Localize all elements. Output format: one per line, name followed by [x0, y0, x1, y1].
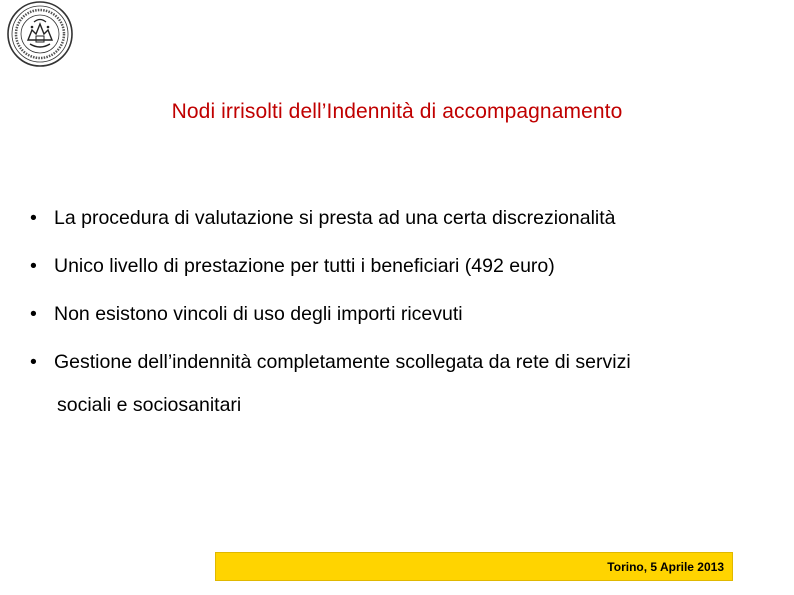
bullet-text: Non esistono vincoli di uso degli importi ricevuti [54, 303, 463, 325]
footer-banner [215, 552, 733, 581]
bullet-icon: • [30, 351, 37, 373]
bullet-text: Gestione dell’indennità completamente scollegata da rete di servizi [54, 351, 631, 373]
bullet-list [30, 205, 790, 440]
bullet-item [30, 205, 790, 231]
bullet-text: La procedura di valutazione si presta ad una certa discrezionalità [54, 207, 616, 229]
bullet-icon: • [30, 255, 37, 277]
bullet-icon: • [30, 303, 37, 325]
bullet-text: Unico livello di prestazione per tutti i beneficiari (492 euro) [54, 255, 555, 277]
bullet-item [30, 349, 790, 418]
bullet-item [30, 253, 790, 279]
bullet-item [30, 301, 790, 327]
bullet-icon: • [30, 207, 37, 229]
slide-title: Nodi irrisolti dell’Indennità di accompagnamento [171, 100, 623, 123]
university-seal-icon [2, 0, 74, 68]
footer-date-location: Torino, 5 Aprile 2013 [607, 560, 724, 574]
bullet-continuation-text: sociali e sociosanitari [57, 394, 242, 416]
